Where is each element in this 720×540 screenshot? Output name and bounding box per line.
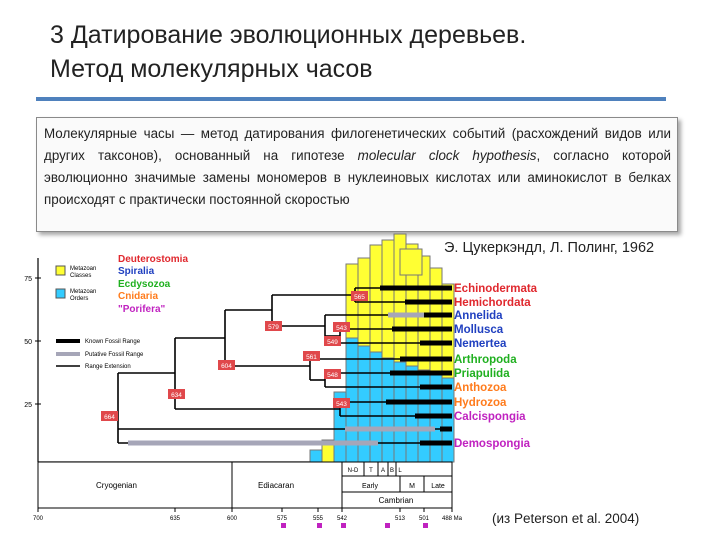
x-tick-label: 635 bbox=[169, 516, 181, 522]
metazoan-orders-bar bbox=[394, 362, 406, 462]
divergence-node-label: 565 bbox=[354, 294, 365, 301]
stage-label: N-D bbox=[347, 468, 359, 474]
stage-label: B bbox=[389, 468, 395, 474]
x-tick-label: 600 bbox=[226, 516, 238, 522]
metazoan-orders-bar bbox=[310, 450, 322, 462]
metazoan-orders-bar bbox=[442, 378, 454, 462]
taxon-label: Nemertea bbox=[454, 338, 507, 350]
taxon-label: Arthropoda bbox=[454, 354, 517, 366]
taxon-label: Echinodermata bbox=[454, 283, 538, 295]
legend-classes-swatch bbox=[56, 266, 65, 275]
legend-clade-label: Spiralia bbox=[118, 266, 155, 277]
legend-clade-label: Cnidaria bbox=[118, 291, 159, 302]
legend-clade-label: "Porifera" bbox=[118, 304, 166, 315]
x-tick-label: 700 bbox=[32, 516, 44, 522]
metazoan-classes-bar bbox=[400, 249, 422, 275]
divergence-node-label: 664 bbox=[104, 414, 115, 421]
legend-rank-label-2a: Metazoan bbox=[70, 289, 97, 295]
epoch-label: M bbox=[409, 483, 415, 490]
metazoan-classes-bar bbox=[370, 245, 382, 352]
divergence-node-label: 543 bbox=[336, 325, 347, 332]
y-tick-label: 75 bbox=[24, 276, 32, 283]
epoch-label: Early bbox=[362, 483, 378, 490]
x-tick-label: 575 bbox=[276, 516, 288, 522]
legend-clade-label: Deuterostomia bbox=[118, 254, 189, 265]
time-marker bbox=[317, 523, 322, 528]
definition-text-2: , согласно которой эволюционно значимые замены мономеров в нуклеиновых кислотах или аминокислот в белках происходят с практически постоянной скоростью bbox=[44, 148, 671, 207]
taxon-label: Priapulida bbox=[454, 368, 510, 380]
definition-text-1: Молекулярные часы — метод датирования филогенетических событий (расхождений видов или других таксонов), основанный на гипотезе bbox=[44, 126, 671, 163]
period-label: Cryogenian bbox=[96, 481, 137, 490]
time-marker bbox=[423, 523, 428, 528]
period-label: Cambrian bbox=[378, 496, 414, 505]
x-tick-label: 555 bbox=[312, 516, 324, 522]
divergence-node-label: 579 bbox=[268, 324, 279, 331]
stage-label: L bbox=[398, 468, 402, 474]
taxon-label: Calcispongia bbox=[454, 411, 526, 423]
taxon-label: Hydrozoa bbox=[454, 397, 507, 409]
legend-range-label: Known Fossil Range bbox=[85, 339, 141, 345]
title-line-1: 3 Датирование эволюционных деревьев. bbox=[50, 21, 527, 49]
divergence-node-label: 604 bbox=[221, 363, 232, 370]
legend-orders-swatch bbox=[56, 289, 65, 298]
x-tick-label: 488 Ma bbox=[441, 516, 463, 522]
taxon-label: Hemichordata bbox=[454, 297, 531, 309]
taxon-label: Mollusca bbox=[454, 324, 504, 336]
definition-italic-term: molecular clock hypothesis bbox=[357, 148, 537, 163]
legend-rank-label-1b: Classes bbox=[70, 273, 92, 279]
x-tick-label: 501 bbox=[418, 516, 430, 522]
divergence-node-label: 561 bbox=[306, 354, 317, 361]
legend-rank-label-2b: Orders bbox=[70, 296, 89, 302]
stage-label: A bbox=[380, 468, 386, 474]
divergence-node-label: 549 bbox=[327, 339, 338, 346]
metazoan-classes-bar bbox=[382, 240, 394, 358]
citation-peterson: (из Peterson et al. 2004) bbox=[492, 511, 640, 526]
legend-range-label: Range Extension bbox=[85, 364, 131, 370]
time-marker bbox=[385, 523, 390, 528]
time-marker bbox=[341, 523, 346, 528]
y-tick-label: 50 bbox=[24, 339, 32, 346]
divergence-node-label: 548 bbox=[327, 372, 338, 379]
taxon-label: Annelida bbox=[454, 310, 503, 322]
legend-range-label: Putative Fossil Range bbox=[85, 352, 144, 358]
citation-zuckerkandl: Э. Цукеркэндл, Л. Полинг, 1962 bbox=[444, 240, 655, 256]
x-tick-label: 542 bbox=[336, 516, 348, 522]
divergence-node-label: 634 bbox=[171, 392, 182, 399]
y-tick-label: 25 bbox=[24, 402, 32, 409]
taxon-label: Demospongia bbox=[454, 438, 531, 450]
period-label: Ediacaran bbox=[258, 481, 295, 490]
time-marker bbox=[281, 523, 286, 528]
taxon-label: Anthozoa bbox=[454, 382, 507, 394]
stage-label: T bbox=[369, 468, 373, 474]
legend-clade-label: Ecdysozoa bbox=[118, 279, 171, 290]
legend-rank-label-1a: Metazoan bbox=[70, 266, 97, 272]
x-tick-label: 513 bbox=[394, 516, 406, 522]
epoch-label: Late bbox=[431, 483, 445, 490]
title-line-2: Метод молекулярных часов bbox=[50, 55, 373, 83]
divergence-node-label: 543 bbox=[336, 401, 347, 408]
